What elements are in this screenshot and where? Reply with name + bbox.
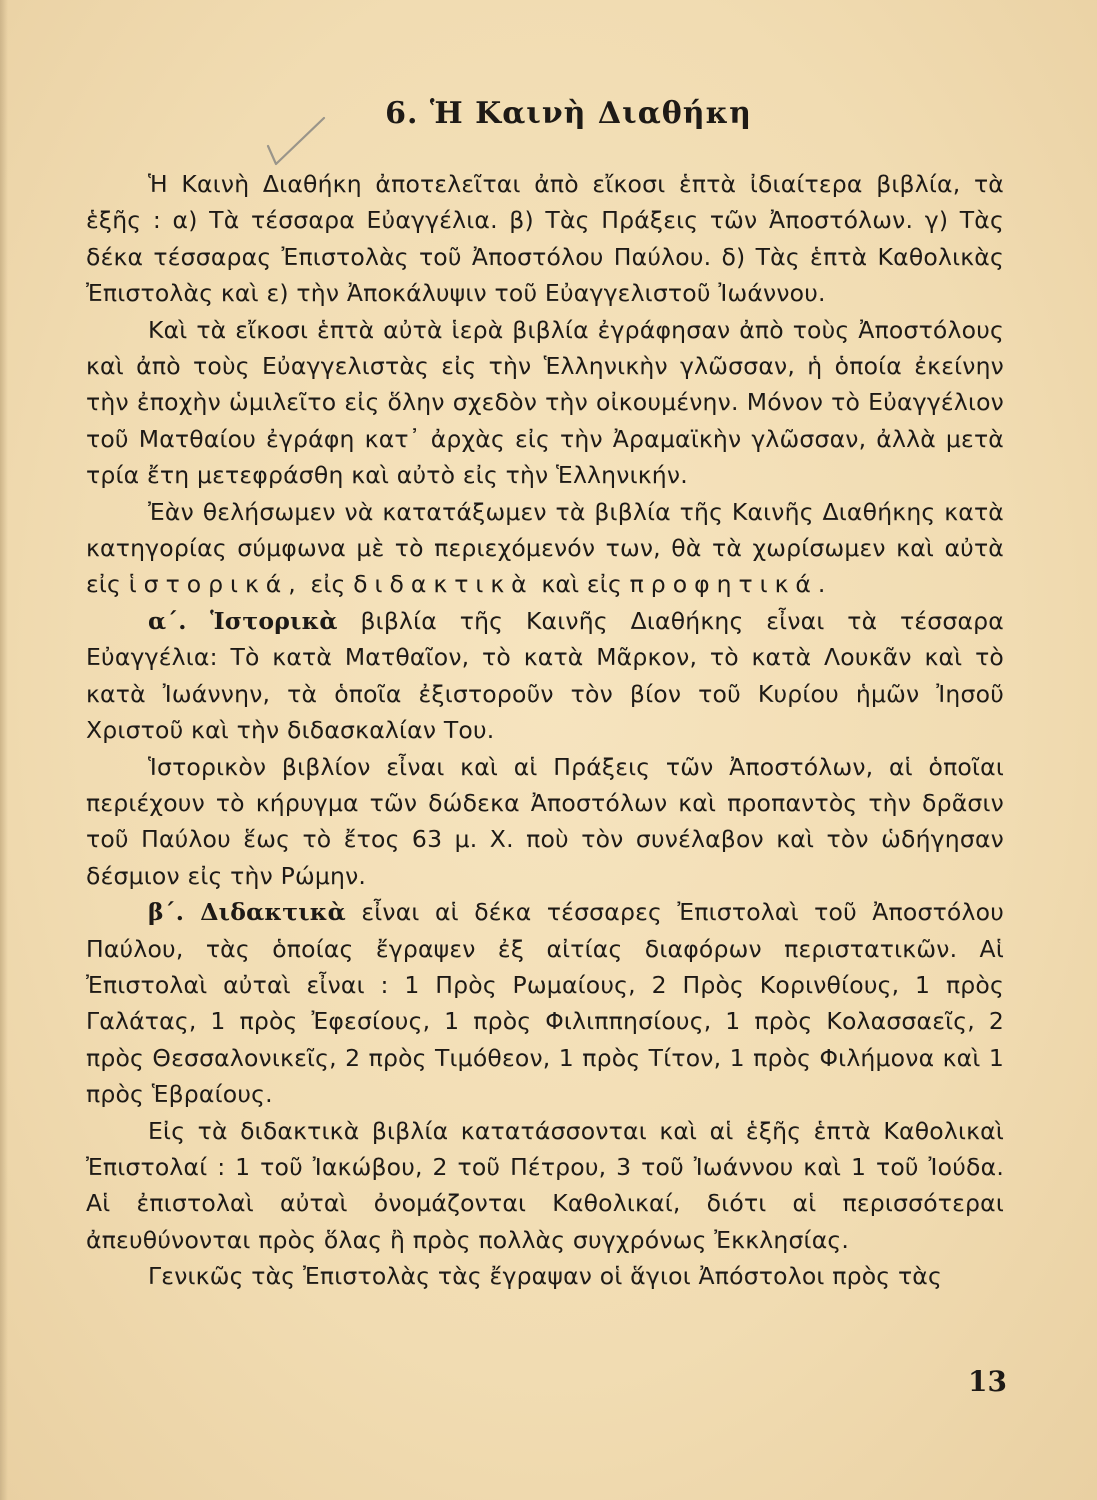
- didactic-label: β΄. Διδακτικὰ: [148, 898, 346, 927]
- didactic-text: εἶναι αἱ δέκα τέσσαρες Ἐπιστολαὶ τοῦ Ἀποστόλου Παύλου, τὰς ὁποίας ἔγραψεν ἐξ αἰτίας διαφόρων περιστατικῶν. Αἱ Ἐπιστολαὶ αὐταὶ εἶναι : 1 Πρὸς Ρωμαίους, 2 Πρὸς Κορινθίους, 1 πρὸς Γαλάτας, 1 πρὸς Ἐφεσίους, 1 πρὸς Φιλιππησίους, 1 πρὸς Κολασσαεῖς, 2 πρὸς Θεσσαλονικεῖς, 2 πρὸς Τιμόθεον, 1 πρὸς Τίτον, 1 πρὸς Φιλήμονα καὶ 1 πρὸς Ἑβραίους.: [86, 898, 1004, 1109]
- page-title: [0, 96, 1097, 131]
- paragraph-categories: [86, 494, 1004, 603]
- term-historical: ἱστορικά,: [128, 570, 303, 599]
- paragraph-didactic: [86, 894, 1004, 1112]
- categories-sep-2: καὶ εἰς: [541, 570, 622, 599]
- section-title: Ἡ Καινὴ Διαθήκη: [429, 96, 752, 131]
- historical-label: α΄. Ἱστορικὰ: [148, 606, 338, 635]
- term-didactic: διδακτικὰ: [353, 570, 534, 599]
- categories-sep-1: εἰς: [310, 570, 346, 599]
- categories-text: Ἐὰν θελήσωμεν νὰ κατατάξωμεν τὰ βιβλία τῆς Καινῆς Διαθήκης κατὰ κατηγορίας σύμφωνα μὲ τὸ περιεχόμενόν των, θὰ τὰ χωρίσωμεν καὶ αὐτὰ εἰς: [86, 497, 1004, 599]
- paragraph-catholic-epistles: Εἰς τὰ διδακτικὰ βιβλία κατατάσσονται καὶ αἱ ἑξῆς ἑπτὰ Καθολικαὶ Ἐπιστολαί : 1 τοῦ Ἰακώβου, 2 τοῦ Πέτρου, 3 τοῦ Ἰωάννου καὶ 1 τοῦ Ἰούδα. Αἱ ἐπιστολαὶ αὐταὶ ὀνομάζονται Καθολικαί, διότι αἱ περισσότεραι ἀπευθύνονται πρὸς ὅλας ἢ πρὸς πολλὰς συγχρόνως Ἐκκλησίας.: [86, 1116, 1004, 1254]
- page-number: 13: [968, 1365, 1007, 1398]
- paragraph-intro: Ἡ Καινὴ Διαθήκη ἀποτελεῖται ἀπὸ εἴκοσι ἑπτὰ ἰδιαίτερα βιβλία, τὰ ἑξῆς : α) Τὰ τέσσαρα Εὐαγγέλια. β) Τὰς Πράξεις τῶν Ἀποστόλων. γ) Τὰς δέκα τέσσαρας Ἐπιστολὰς τοῦ Ἀποστόλου Παύλου. δ) Τὰς ἑπτὰ Καθολικὰς Ἐπιστολὰς καὶ ε) τὴν Ἀποκάλυψιν τοῦ Εὐαγγελιστοῦ Ἰωάννου.: [86, 170, 1004, 308]
- page-edge-shadow: [0, 0, 8, 1500]
- paragraph-language: Καὶ τὰ εἴκοσι ἑπτὰ αὐτὰ ἱερὰ βιβλία ἐγράφησαν ἀπὸ τοὺς Ἀποστόλους καὶ ἀπὸ τοὺς Εὐαγγελιστὰς εἰς τὴν Ἑλληνικὴν γλῶσσαν, ἡ ὁποία ἐκείνην τὴν ἐποχὴν ὡμιλεῖτο εἰς ὅλην σχεδὸν τὴν οἰκουμένην. Μόνον τὸ Εὐαγγέλιον τοῦ Ματθαίου ἐγράφη κατ᾽ ἀρχὰς εἰς τὴν Ἀραμαϊκὴν γλῶσσαν, ἀλλὰ μετὰ τρία ἔτη μετεφράσθη καὶ αὐτὸ εἰς τὴν Ἑλληνικήν.: [86, 315, 1004, 490]
- section-number: 6.: [385, 96, 419, 131]
- paragraph-general: Γενικῶς τὰς Ἐπιστολὰς τὰς ἔγραψαν οἱ ἅγιοι Ἀπόστολοι πρὸς τὰς: [148, 1262, 942, 1291]
- paragraph-acts: Ἱστορικὸν βιβλίον εἶναι καὶ αἱ Πράξεις τῶν Ἀποστόλων, αἱ ὁποῖαι περιέχουν τὸ κήρυγμα τῶν δώδεκα Ἀποστόλων καὶ προπαντὸς τὴν δρᾶσιν τοῦ Παύλου ἕως τὸ ἔτος 63 μ. Χ. ποὺ τὸν συνέλαβον καὶ τὸν ὡδήγησαν δέσμιον εἰς τὴν Ρώμην.: [86, 752, 1004, 890]
- paragraph-historical: [86, 603, 1004, 749]
- historical-text: βιβλία τῆς Καινῆς Διαθήκης εἶναι τὰ τέσσαρα Εὐαγγέλια: Τὸ κατὰ Ματθαῖον, τὸ κατὰ Μᾶρκον, τὸ κατὰ Λουκᾶν καὶ τὸ κατὰ Ἰωάννην, τὰ ὁποῖα ἐξιστοροῦν τὸν βίον τοῦ Κυρίου ἡμῶν Ἰησοῦ Χριστοῦ καὶ τὴν διδασκαλίαν Του.: [86, 606, 1004, 745]
- term-prophetic: προφητικά.: [629, 570, 833, 599]
- body-text: [86, 166, 1004, 1295]
